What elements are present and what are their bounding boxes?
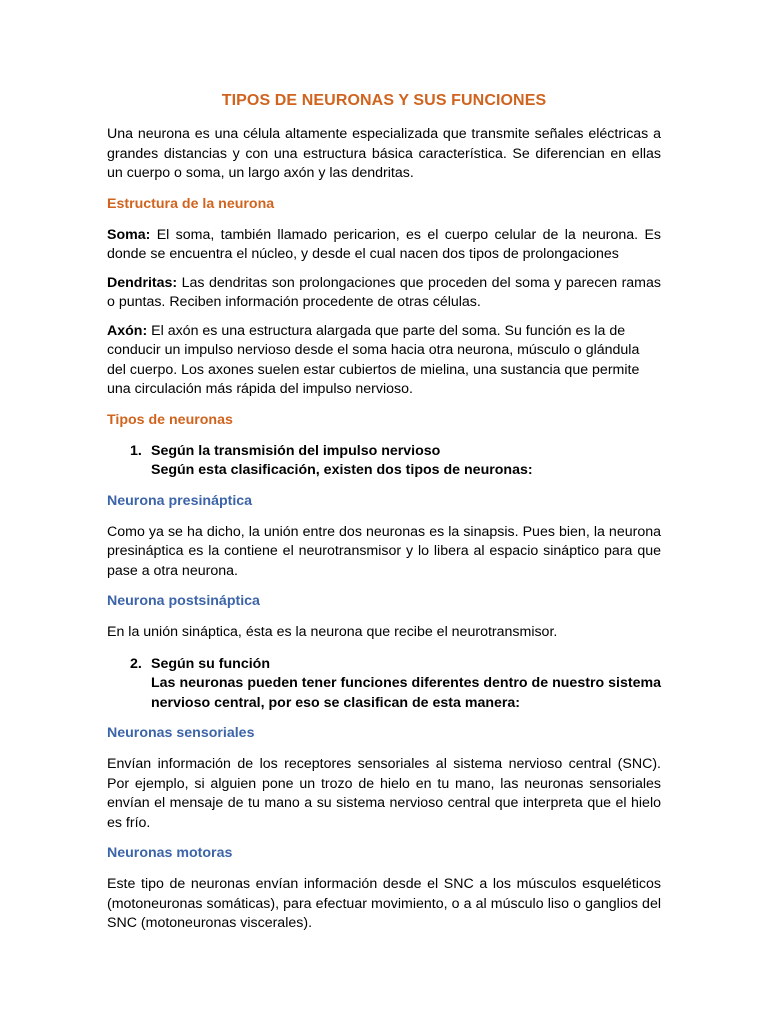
dendritas-text: Las dendritas son prolongaciones que proceden del soma y parecen ramas o puntas. Reciben información procedente de otras células.: [107, 274, 661, 310]
list-item: [130, 442, 661, 481]
subheading-sensoriales: Neuronas sensoriales: [107, 725, 255, 741]
dendritas-term: Dendritas:: [107, 274, 178, 291]
postsinaptica-paragraph: En la unión sináptica, ésta es la neurona que recibe el neurotransmisor.: [107, 624, 558, 640]
presinaptica-paragraph: Como ya se ha dicho, la unión entre dos neuronas es la sinapsis. Pues bien, la neurona presináptica es la contiene el neurotransmisor y lo libera al espacio sináptico para que pase a otra neurona.: [107, 523, 661, 579]
axon-term: Axón:: [107, 322, 148, 339]
list-number: 1.: [130, 442, 142, 459]
soma-term: Soma:: [107, 226, 151, 243]
intro-paragraph: Una neurona es una célula altamente especializada que transmite señales eléctricas a grandes distancias y con una estructura básica característica. Se diferencian en ellas un cuerpo o soma, un largo axón y las dendritas.: [107, 126, 661, 181]
list-item-subtitle: Las neuronas pueden tener funciones diferentes dentro de nuestro sistema nervioso central, por eso se clasifican de esta manera:: [151, 675, 661, 711]
list-item-subtitle: Según esta clasificación, existen dos tipos de neuronas:: [151, 462, 533, 478]
list-number: 2.: [130, 655, 142, 672]
sensoriales-paragraph: Envían información de los receptores sensoriales al sistema nervioso central (SNC). Por ejemplo, si alguien pone un trozo de hielo en tu mano, las neuronas sensoriales envían el mensaje de tu mano a su sistema nervioso central que interpreta que el hielo es frío.: [107, 756, 661, 831]
section-heading-types: Tipos de neuronas: [107, 411, 233, 428]
motoras-paragraph: Este tipo de neuronas envían información desde el SNC a los músculos esqueléticos (motoneuronas somáticas), para efectuar movimiento, o a al músculo liso o ganglios del SNC (motoneuronas viscerales).: [107, 876, 661, 931]
subheading-presinaptica: Neurona presináptica: [107, 492, 253, 509]
subheading-motoras: Neuronas motoras: [107, 845, 233, 861]
numbered-list-1: [107, 442, 661, 481]
list-item-title: Según su función: [151, 655, 271, 672]
page-title: TIPOS DE NEURONAS Y SUS FUNCIONES: [221, 92, 547, 109]
section-heading-structure: Estructura de la neurona: [107, 195, 275, 212]
subheading-postsinaptica: Neurona postsináptica: [107, 593, 260, 609]
soma-paragraph: [107, 226, 661, 265]
dendritas-paragraph: [107, 274, 661, 313]
list-item-title: Según la transmisión del impulso nervioso: [151, 442, 441, 459]
axon-paragraph: [107, 322, 661, 400]
soma-text: El soma, también llamado pericarion, es el cuerpo celular de la neurona. Es donde se encuentra el núcleo, y desde el cual nacen dos tipos de prolongaciones: [107, 226, 661, 262]
list-item: [130, 655, 661, 714]
axon-text: El axón es una estructura alargada que parte del soma. Su función es la de conducir un impulso nervioso desde el soma hacia otra neurona, músculo o glándula del cuerpo. Los axones suelen estar cubiertos de mielina, una sustancia que permite una circulación más rápida del impulso nervioso.: [107, 322, 640, 397]
numbered-list-2: [107, 655, 661, 714]
